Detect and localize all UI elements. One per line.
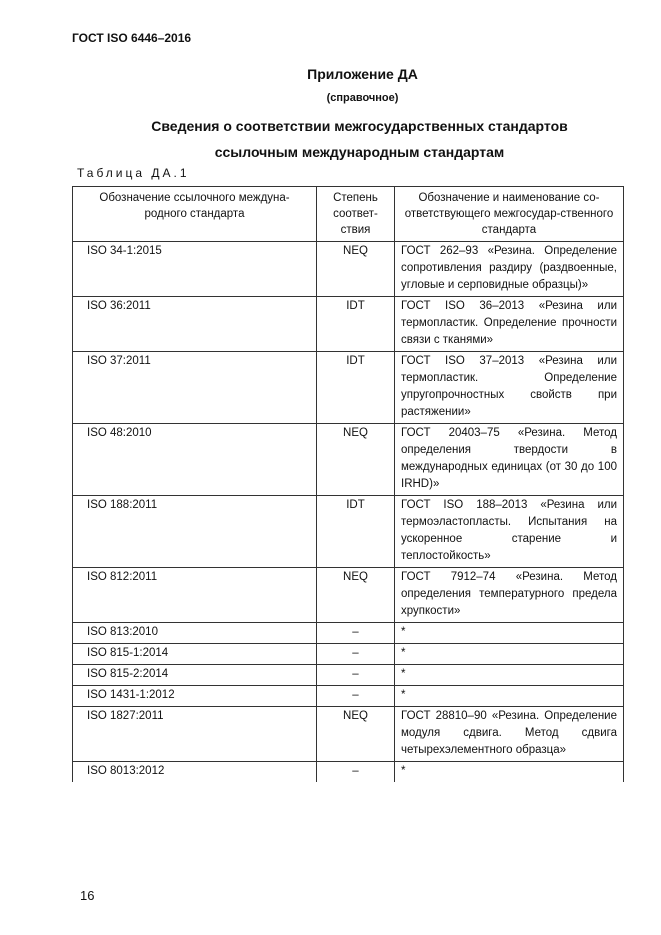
cell-degree: IDT [317,352,395,424]
cell-international-standard: ISO 34-1:2015 [73,242,317,297]
cell-interstate-standard: ГОСТ ISO 36–2013 «Резина или термопластик. Определение прочности связи с тканями» [395,297,624,352]
cell-degree: – [317,665,395,686]
table-row [73,644,624,665]
table-row [73,568,624,623]
correspondence-table [72,186,624,782]
cell-international-standard: ISO 188:2011 [73,496,317,568]
cell-interstate-standard: ГОСТ 28810–90 «Резина. Определение модуля сдвига. Метод сдвига четырехэлементного образца» [395,707,624,762]
table-row [73,707,624,762]
cell-degree: IDT [317,496,395,568]
cell-degree: – [317,623,395,644]
cell-international-standard: ISO 813:2010 [73,623,317,644]
cell-degree: – [317,762,395,783]
appendix-subtitle: (справочное) [326,92,399,104]
cell-interstate-standard: * [395,665,624,686]
table-row [73,242,624,297]
cell-international-standard: ISO 48:2010 [73,424,317,496]
header-degree-of-conformity: Степень соответ-ствия [317,187,395,242]
cell-interstate-standard: ГОСТ 7912–74 «Резина. Метод определения температурного предела хрупкости» [395,568,624,623]
section-title-line-2: ссылочным международным стандартам [214,144,505,160]
cell-degree: – [317,644,395,665]
correspondence-table-container [72,186,623,782]
cell-degree: NEQ [317,568,395,623]
page-number: 16 [80,888,95,903]
table-row [73,424,624,496]
cell-interstate-standard: * [395,686,624,707]
section-title [0,113,661,165]
cell-international-standard: ISO 8013:2012 [73,762,317,783]
cell-interstate-standard: * [395,762,624,783]
table-row [73,496,624,568]
cell-interstate-standard: * [395,623,624,644]
section-title-line-1: Сведения о соответствии межгосударственных стандартов [151,118,568,134]
cell-interstate-standard: ГОСТ 20403–75 «Резина. Метод определения твердости в международных единицах (от 30 до 100 IRHD)» [395,424,624,496]
header-international-standard: Обозначение ссылочного междуна-родного стандарта [73,187,317,242]
cell-degree: IDT [317,297,395,352]
cell-international-standard: ISO 36:2011 [73,297,317,352]
cell-interstate-standard: * [395,644,624,665]
table-row [73,297,624,352]
table-row [73,623,624,644]
table-caption: Таблица ДА.1 [77,166,190,180]
cell-interstate-standard: ГОСТ ISO 188–2013 «Резина или термоэластопласты. Испытания на ускоренное старение и теплостойкость» [395,496,624,568]
cell-international-standard: ISO 1827:2011 [73,707,317,762]
table-row [73,762,624,783]
cell-degree: NEQ [317,242,395,297]
cell-interstate-standard: ГОСТ ISO 37–2013 «Резина или термопластик. Определение упругопрочностных свойств при растяжении» [395,352,624,424]
cell-degree: NEQ [317,707,395,762]
cell-international-standard: ISO 815-2:2014 [73,665,317,686]
appendix-title: Приложение ДА [307,66,418,82]
cell-degree: NEQ [317,424,395,496]
header-interstate-standard: Обозначение и наименование со-ответствующего межгосудар-ственного стандарта [395,187,624,242]
table-header-row [73,187,624,242]
cell-international-standard: ISO 1431-1:2012 [73,686,317,707]
cell-interstate-standard: ГОСТ 262–93 «Резина. Определение сопротивления раздиру (раздвоенные, угловые и серповидные образцы)» [395,242,624,297]
cell-international-standard: ISO 37:2011 [73,352,317,424]
cell-degree: – [317,686,395,707]
table-row [73,686,624,707]
cell-international-standard: ISO 815-1:2014 [73,644,317,665]
table-row [73,665,624,686]
cell-international-standard: ISO 812:2011 [73,568,317,623]
table-row [73,352,624,424]
document-header-standard: ГОСТ ISO 6446–2016 [72,31,192,45]
